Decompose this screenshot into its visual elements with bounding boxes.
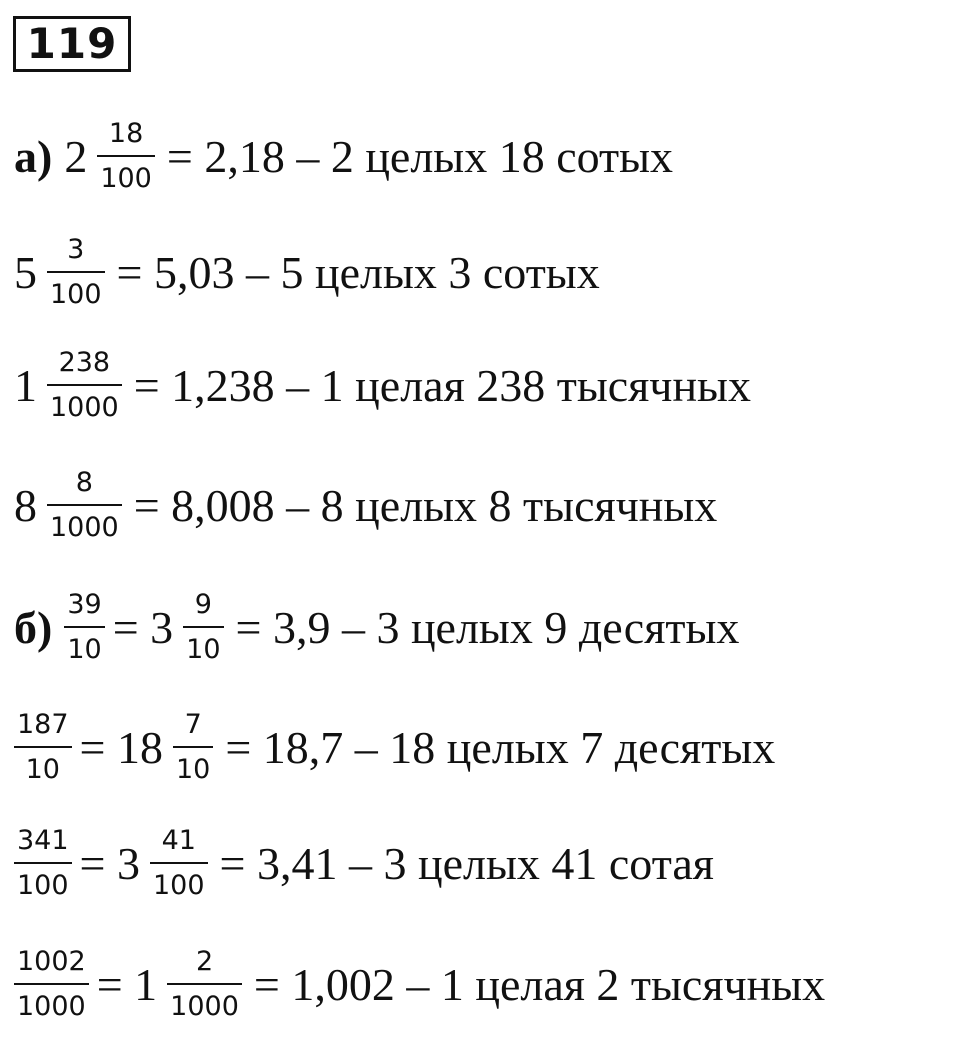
equation-line-a3 (14, 335, 751, 435)
denominator: 1000 (47, 384, 122, 421)
numerator: 187 (17, 709, 69, 740)
equation-line-b1 (14, 577, 739, 677)
fraction (97, 120, 155, 192)
denominator: 100 (97, 155, 155, 192)
equation-line-a2 (14, 222, 600, 322)
numerator: 3 (67, 234, 85, 265)
part-label-a: а) (14, 130, 53, 182)
numerator: 41 (161, 825, 196, 856)
denominator: 10 (173, 746, 213, 783)
whole-part: 1 (14, 359, 37, 411)
improper-fraction (14, 711, 72, 783)
equation-line-a1 (14, 106, 673, 206)
equation-line-b3 (14, 813, 714, 913)
numerator: 8 (75, 467, 93, 498)
denominator: 100 (47, 271, 105, 308)
equation-text: = 3,9 – 3 целых 9 десятых (235, 601, 740, 653)
mixed-whole: = 3 (79, 837, 140, 889)
part-label-b: б) (14, 601, 53, 653)
numerator: 7 (184, 709, 202, 740)
improper-fraction (14, 827, 72, 899)
equation-text: = 3,41 – 3 целых 41 сотая (219, 837, 714, 889)
denominator: 1000 (14, 983, 89, 1020)
task-number-badge: 119 (13, 16, 131, 72)
whole-part: 8 (14, 479, 37, 531)
numerator: 39 (67, 589, 102, 620)
whole-part: 2 (64, 130, 88, 182)
numerator: 18 (108, 118, 144, 149)
equation-text: = 18,7 – 18 целых 7 десятых (225, 721, 776, 773)
fraction (47, 236, 105, 308)
mixed-whole: = 18 (79, 721, 163, 773)
improper-fraction (64, 591, 104, 663)
fraction (183, 591, 223, 663)
fraction (167, 948, 242, 1020)
denominator: 10 (183, 626, 223, 663)
equation-text: = 5,03 – 5 целых 3 сотых (116, 246, 600, 298)
improper-fraction (14, 948, 89, 1020)
equation-line-b4 (14, 934, 825, 1034)
equation-text: = 1,238 – 1 целая 238 тысячных (133, 359, 751, 411)
equation-line-a4 (14, 455, 717, 555)
denominator: 10 (14, 746, 72, 783)
denominator: 100 (14, 862, 72, 899)
mixed-whole: = 3 (112, 601, 174, 653)
numerator: 238 (58, 347, 111, 378)
numerator: 341 (17, 825, 69, 856)
denominator: 1000 (47, 504, 122, 541)
equation-text: = 1,002 – 1 целая 2 тысячных (253, 958, 826, 1010)
fraction (150, 827, 208, 899)
equation-text: = 2,18 – 2 целых 18 сотых (166, 130, 674, 182)
numerator: 9 (194, 589, 212, 620)
fraction (47, 349, 122, 421)
denominator: 10 (64, 626, 104, 663)
mixed-whole: = 1 (96, 958, 158, 1010)
numerator: 1002 (17, 946, 86, 977)
numerator: 2 (195, 946, 214, 977)
whole-part: 5 (14, 246, 37, 298)
fraction (47, 469, 122, 541)
equation-text: = 8,008 – 8 целых 8 тысячных (133, 479, 718, 531)
equation-line-b2 (14, 697, 775, 797)
fraction (173, 711, 213, 783)
denominator: 100 (150, 862, 208, 899)
denominator: 1000 (167, 983, 242, 1020)
